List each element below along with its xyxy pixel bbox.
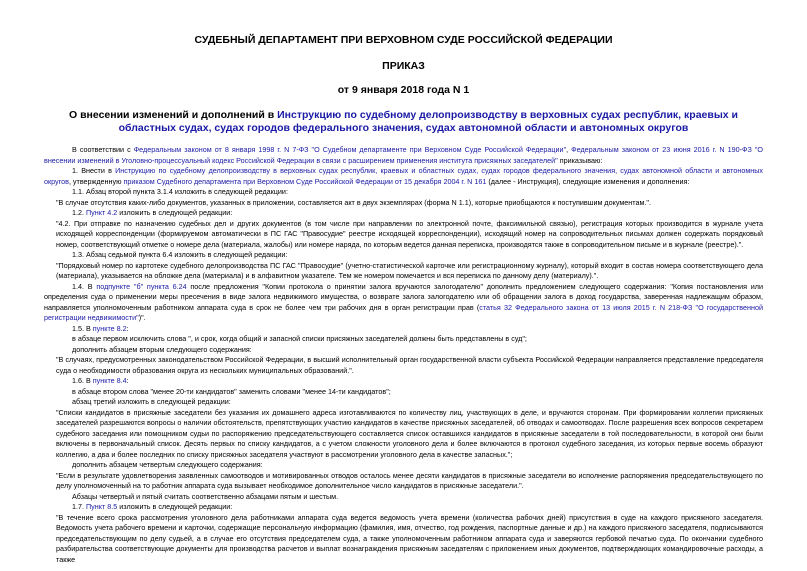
text: , утвержденную xyxy=(68,176,124,186)
paragraph-quote-8-5: "В течение всего срока рассмотрения уголовного дела работниками аппарата суда ведется ведомость учета времени (количества рабочих дней) присутствия в суде на каждого присяжного заседателя. Ведомость учета рабочего времени и карточки, содержащие персональную информацию (фамилия, имя, отчество, год рождения, паспортные данные и др.) на каждого присяжного заседателя, подписываются председательствующим по делу судьей, а в случае его отсутствия председателем суда, а также уполномоченным работником аппарата суда и заверяются гербовой печатью суда. По окончании судебного разбирательства соответствующие документы для производства расчетов и выплат вознаграждения присяжным заседателям с приложением иных документов, подтверждающих командировочные расходы, а также xyxy=(56,512,763,564)
text: 1.7. xyxy=(72,502,86,511)
law-218fz-link[interactable]: статья 32 Федерального закона от 13 июля 2015 г. N 218-ФЗ "О государственной регистрации недвижимости" xyxy=(44,302,763,322)
text: : xyxy=(126,376,129,385)
subpoint-6-24-link[interactable]: подпункте "б" пункта 6.24 xyxy=(96,281,187,291)
department-heading: СУДЕБНЫЙ ДЕПАРТАМЕНТ ПРИ ВЕРХОВНОМ СУДЕ РОССИЙСКОЙ ФЕДЕРАЦИИ xyxy=(194,34,613,46)
paragraph-8-4-d: Абзацы четвертый и пятый считать соответственно абзацами пятым и шестым. xyxy=(72,491,339,501)
paragraph-preamble xyxy=(44,145,763,166)
document-body xyxy=(44,145,763,565)
paragraph-quote-8-4: "Списки кандидатов в присяжные заседатели без указания их домашнего адреса изготавливаются по количеству лиц, участвующих в деле, и вручаются сторонам. При формировании коллегии присяжных заседателей разрешаются вопросы о наличии обстоятельств, препятствующих участию кандидатов в качестве присяжных заседателей, об отводах и самоотводах. После разрешения всех вопросов секретарем судебного заседания или помощником судьи по распоряжению председательствующего составляется список оставшихся кандидатов в присяжные заседатели в той последовательности, в которой они были включены в первоначальный список. Десять первых по списку кандидатов, а с учетом сложности уголовного дела и более включаются в протокол судебного заседания, из которых первые восемь образуют коллегию, а два и более последних по списку присяжных заседателя участвуют в рассмотрении уголовного дела в качестве запасных."; xyxy=(56,407,763,459)
order-title-text: О внесении изменений и дополнений в xyxy=(68,109,278,121)
paragraph-8-2-a: в абзаце первом исключить слова ", и срок, когда общий и запасной списки присяжных заседателей должны быть представлены в суд"; xyxy=(72,334,527,343)
text: изложить в следующей редакции: xyxy=(117,208,233,217)
text: (далее - Инструкция), следующие изменения и дополнения: xyxy=(486,176,690,186)
paragraph-quote-6-4: "Порядковый номер по картотеке судебного делопроизводства ПС ГАС "Правосудие" (учетно-статистической карточке или регистрационному журналу), который входит в состав номера соответствующего дела (материала), указывается на обложке дела (материала) и в алфавитном указателе. Тем же номером помечается и вся переписка по данному делу (материалу).". xyxy=(56,260,763,280)
instruction-title-link[interactable]: Инструкцию по судебному делопроизводству в верховных судах республик, краевых и областных судах, судах городов федерального значения, судах автономной области и автономных округов xyxy=(118,109,739,134)
law-7fz-link[interactable]: Федеральным законом от 8 января 1998 г. N 7-ФЗ "О Судебном департаменте при Верховном Суде Российской Федерации" xyxy=(133,145,567,154)
paragraph-quote-8-2: "В случаях, предусмотренных законодательством Российской Федерации, в высший исполнительный орган государственной власти субъекта Российской Федерации направляется представление председателя суда о необходимости образования округа из нескольких муниципальных образований.". xyxy=(56,355,763,375)
law-190fz-link[interactable]: Федеральным законом от 23 июня 2016 г. N 190-ФЗ "О внесении изменений в Уголовно-процессуальный кодекс Российской Федерации в связи с расширением применения института присяжных заседателей" xyxy=(44,145,763,165)
paragraph-quote-3-1-4: "В случае отсутствия каких-либо документов, указанных в приложении, составляется акт в двух экземплярах (форма N 1.1), которые приобщаются к поступившим документам.". xyxy=(56,197,651,207)
paragraph-item-1-6 xyxy=(44,376,763,387)
text: после предложения "Копии протокола о принятии залога вручаются залогодателю" дополнить предложением следующего содержания: "Копия постановления или определения суда о применении меры пресечения в виде залога недвижимого имущества, о возврате залога залогодателю или об обращении залога в доход государства, заверенная надлежащим образом, направляется уполномоченным работником аппарата суда в срок не более чем три рабочих дня в орган регистрации прав ( xyxy=(44,281,764,312)
paragraph-quote-4-2: "4.2. При отправке по назначению судебных дел и других документов (в том числе при направлении по электронной почте, факсимильной связью), регистрация которых производится в журнале учета исходящей корреспонденции (формируемом автоматически в ПС ГАС "Правосудие" реестре исходящей корреспонденции), исходящий номер на сопроводительных письмах должен содержать порядковый номер, соответствующий отметке о номере дела (материала, жалобы) или номере наряда, по которым ведется данная переписка, производятся также в сопроводительном письме и в журнале (реестре).". xyxy=(56,218,763,249)
point-8-2-link[interactable]: пункте 8.2 xyxy=(92,323,127,333)
order-heading: ПРИКАЗ xyxy=(382,60,425,72)
point-4-2-link[interactable]: Пункт 4.2 xyxy=(86,208,118,217)
order-161-link[interactable]: приказом Судебного департамента при Верховном Суде Российской Федерации от 15 декабря 2004 г. N 161 xyxy=(123,176,487,186)
paragraph-item-1-7 xyxy=(44,502,763,513)
text: , xyxy=(566,145,572,154)
paragraph-item-1-2 xyxy=(44,208,763,219)
text: 1.4. В xyxy=(72,281,97,291)
paragraph-8-4-c: дополнить абзацем четвертым следующего содержания: xyxy=(72,460,263,469)
paragraph-8-4-b: абзац третий изложить в следующей редакции: xyxy=(72,397,231,406)
point-8-5-link[interactable]: Пункт 8.5 xyxy=(86,502,118,511)
paragraph-8-2-b: дополнить абзацем вторым следующего содержания: xyxy=(72,344,252,354)
text: )". xyxy=(138,313,146,322)
text: В соответствии с xyxy=(72,145,134,154)
text: 1.2. xyxy=(72,208,86,217)
paragraph-item-1 xyxy=(44,166,763,187)
order-date: от 9 января 2018 года N 1 xyxy=(337,84,470,96)
text: 1. Внести в xyxy=(72,166,116,175)
paragraph-item-1-5 xyxy=(44,324,763,335)
paragraph-item-1-1: 1.1. Абзац второй пункта 3.1.4 изложить в следующей редакции: xyxy=(72,187,288,196)
text: приказываю: xyxy=(557,155,603,165)
paragraph-item-1-3: 1.3. Абзац седьмой пункта 6.4 изложить в следующей редакции: xyxy=(72,250,288,259)
text: изложить в следующей редакции: xyxy=(117,502,233,511)
point-8-4-link[interactable]: пункте 8.4 xyxy=(92,376,127,385)
paragraph-quote-8-4-fourth: "Если в результате удовлетворения заявленных самоотводов и мотивированных отводов осталось менее десяти кандидатов в присяжные заседатели во исполнение распоряжения председательствующего по делу уполномоченный на то работник аппарата суда вызывает необходимое дополнительное число кандидатов в присяжные заседатели.". xyxy=(56,470,763,490)
order-title xyxy=(44,109,763,135)
paragraph-8-4-a: в абзаце втором слова "менее 20-ти кандидатов" заменить словами "менее 14-ти кандидатов"; xyxy=(72,386,391,396)
paragraph-item-1-4 xyxy=(44,282,763,324)
text: 1.5. В xyxy=(72,323,93,333)
text: 1.6. В xyxy=(72,376,93,385)
instruction-link[interactable]: Инструкцию по судебному делопроизводству в верховных судах республик, краевых и областных судах, судах городов федерального значения, судах автономной области и автономных округов xyxy=(44,166,764,186)
text: : xyxy=(126,323,129,333)
